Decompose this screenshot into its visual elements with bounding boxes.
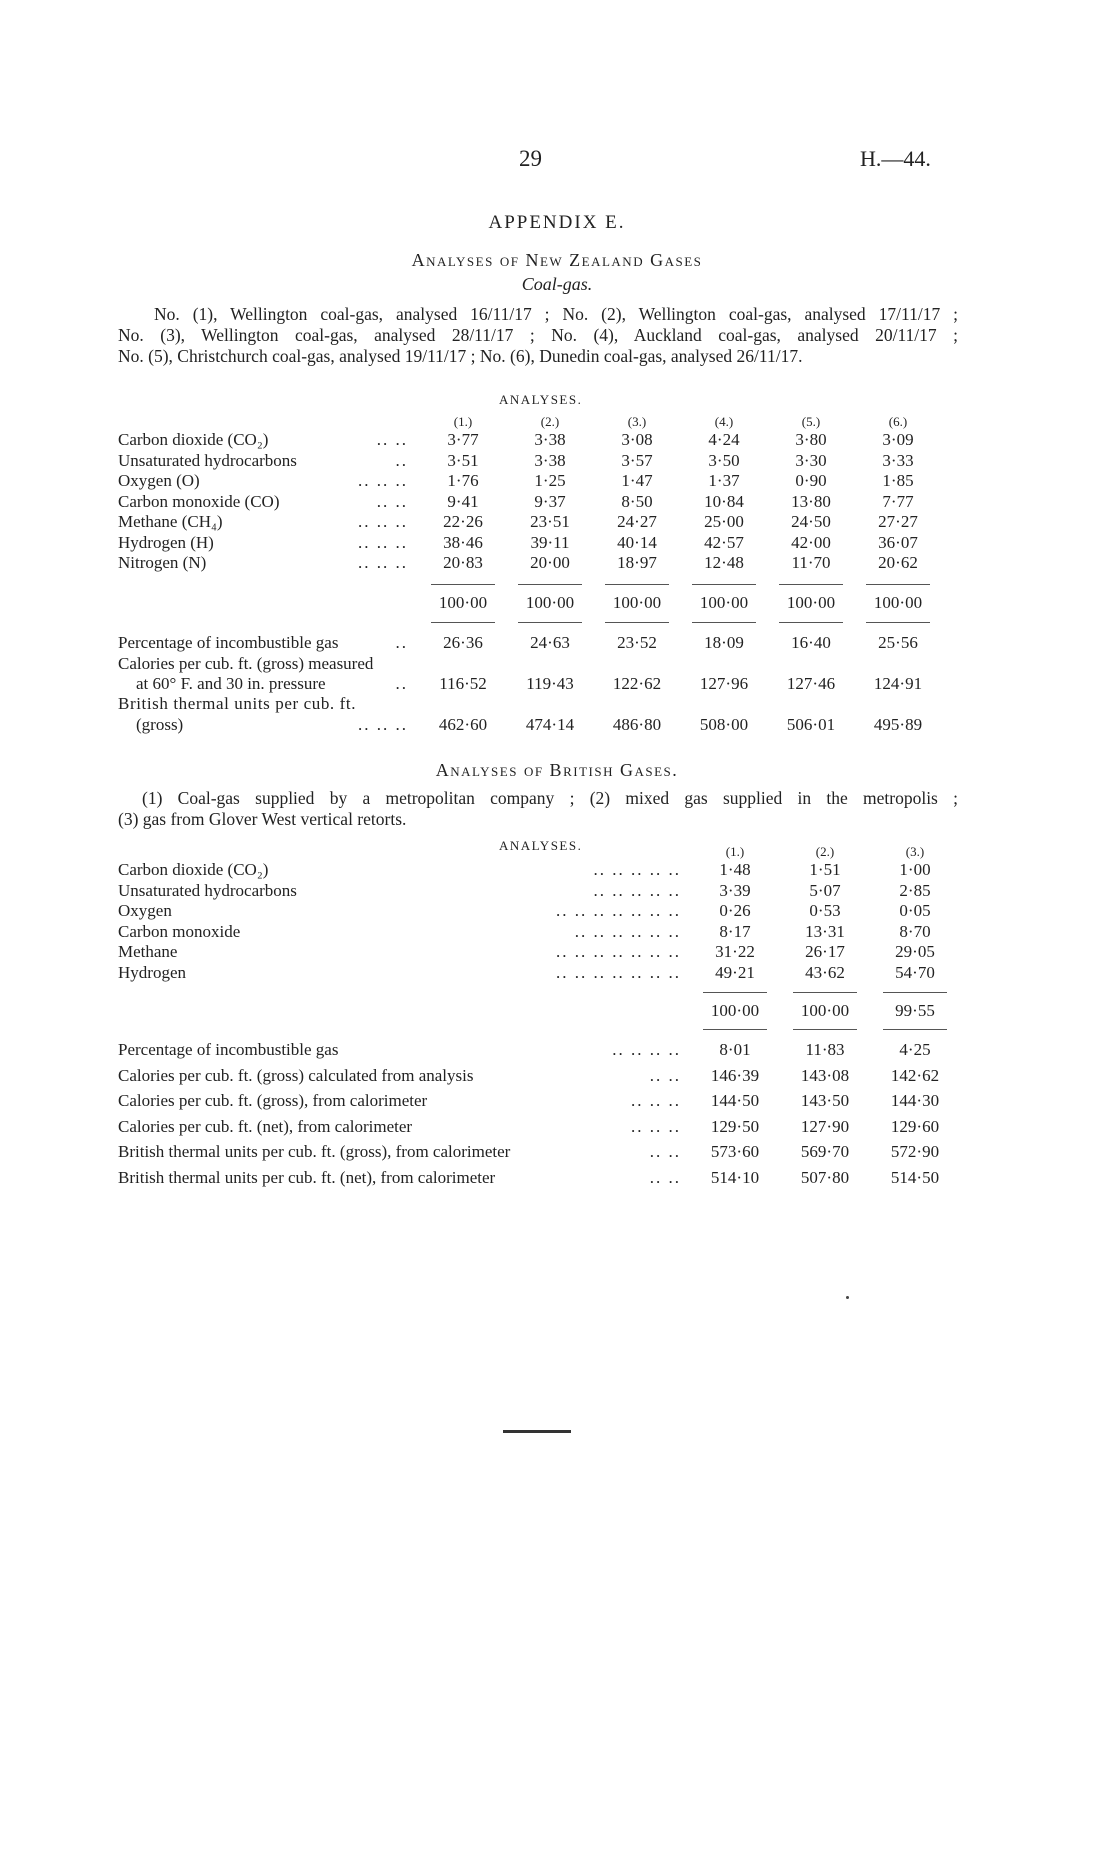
value-cell: 122·62 [612, 674, 662, 693]
table-row [118, 715, 963, 736]
value-cell: 9·37 [534, 491, 566, 511]
row-label: Calories per cub. ft. (gross), from calorimeter [118, 1091, 428, 1110]
row-label: British thermal units per cub. ft. [118, 694, 357, 713]
total-rule [793, 992, 857, 993]
row-label: Unsaturated hydrocarbons [118, 880, 297, 900]
row-label: Methane (CH₄) [118, 512, 223, 531]
value-cell: 1·00 [899, 860, 931, 879]
table-row [118, 901, 963, 922]
nz-description-line: No. (3), Wellington coal-gas, analysed 28/11/17 ; No. (4), Auckland coal-gas, analysed 20/11/17 ; [118, 325, 958, 345]
value-cell: 143·08 [800, 1065, 850, 1085]
value-cell: 38·46 [443, 532, 483, 552]
value-cell: 3·38 [534, 430, 566, 449]
value-cell: 144·50 [710, 1091, 760, 1110]
total-rule [431, 584, 495, 585]
total-cell: 100·00 [438, 593, 488, 612]
value-cell: 1·85 [882, 471, 914, 490]
table-row [118, 451, 963, 472]
row-label: British thermal units per cub. ft. (gross), from calorimeter [118, 1142, 511, 1161]
table-row [118, 922, 963, 943]
nz-section-heading: Analyses of New Zealand Gases [411, 250, 703, 270]
closing-rule [503, 1430, 571, 1433]
value-cell: 39·11 [530, 532, 570, 552]
leader-dots: .. .. .. .. .. .. .. [556, 901, 681, 920]
table-row [118, 1142, 963, 1163]
row-label: Percentage of incombustible gas [118, 1040, 339, 1059]
total-rule [866, 584, 930, 585]
value-cell: 127·46 [786, 674, 836, 693]
value-cell: 12·48 [704, 553, 744, 572]
value-cell: 3·77 [447, 430, 479, 449]
value-cell: 8·01 [719, 1040, 751, 1059]
nz-description-line: No. (5), Christchurch coal-gas, analysed 19/11/17 ; No. (6), Dunedin coal-gas, analysed 26/11/17. [118, 346, 803, 366]
value-cell: 486·80 [612, 715, 662, 734]
value-cell: 36·07 [878, 532, 918, 552]
value-cell: 29·05 [895, 942, 935, 961]
value-cell: 1·76 [447, 471, 479, 490]
value-cell: 18·97 [617, 553, 657, 572]
nz-analyses-label: ANALYSES. [499, 392, 583, 407]
total-cell: 100·00 [612, 593, 662, 612]
value-cell: 18·09 [704, 633, 744, 652]
value-cell: 129·50 [710, 1116, 760, 1136]
table-row [118, 1066, 963, 1087]
leader-dots: .. .. [376, 491, 408, 511]
leader-dots: .. .. [649, 1167, 681, 1187]
row-label: British thermal units per cub. ft. (net), from calorimeter [118, 1167, 496, 1187]
value-cell: 49·21 [715, 962, 755, 982]
table-row [118, 1091, 963, 1112]
row-label: (gross) [136, 715, 184, 734]
value-cell: 27·27 [878, 512, 918, 531]
row-label: Carbon dioxide (CO₂) [118, 430, 269, 449]
total-cell: 100·00 [786, 593, 836, 612]
value-cell: 13·80 [791, 491, 831, 511]
value-cell: 25·56 [878, 633, 918, 652]
row-label: Calories per cub. ft. (gross) measured [118, 654, 374, 673]
value-cell: 20·62 [878, 553, 918, 572]
table-row [118, 694, 963, 715]
totals-row [118, 593, 963, 614]
nz-description-line: No. (1), Wellington coal-gas, analysed 16/11/17 ; No. (2), Wellington coal-gas, analysed 17/11/17 ; [154, 304, 958, 324]
value-cell: 4·24 [708, 430, 740, 449]
value-cell: 42·00 [791, 532, 831, 552]
value-cell: 4·25 [899, 1040, 931, 1059]
total-cell: 100·00 [525, 593, 575, 612]
total-cell: 100·00 [710, 1001, 760, 1020]
total-rule [518, 622, 582, 623]
page-number: 29 [519, 146, 542, 171]
nz-description [118, 304, 958, 367]
value-cell: 0·90 [795, 471, 827, 490]
row-label: Hydrogen (H) [118, 532, 214, 552]
value-cell: 11·83 [805, 1040, 845, 1059]
row-label: Carbon dioxide (CO₂) [118, 860, 269, 879]
row-label: at 60° F. and 30 in. pressure [136, 674, 326, 693]
value-cell: 11·70 [791, 553, 831, 572]
value-cell: 5·07 [809, 880, 841, 900]
nz-column-header: (5.) [801, 414, 821, 429]
value-cell: 569·70 [800, 1142, 850, 1161]
value-cell: 3·50 [708, 450, 740, 470]
table-row [118, 430, 963, 451]
value-cell: 24·63 [530, 633, 570, 652]
value-cell: 1·51 [809, 860, 841, 879]
value-cell: 8·50 [621, 491, 653, 511]
row-label: Carbon monoxide (CO) [118, 491, 280, 511]
leader-dots: .. .. .. [631, 1116, 681, 1136]
value-cell: 3·09 [882, 430, 914, 449]
value-cell: 506·01 [786, 715, 836, 734]
value-cell: 8·70 [899, 921, 931, 941]
table-row [118, 860, 963, 881]
total-cell: 100·00 [800, 1001, 850, 1020]
value-cell: 0·26 [719, 901, 751, 920]
total-rule [431, 622, 495, 623]
value-cell: 3·80 [795, 430, 827, 449]
table-row [118, 1168, 963, 1189]
value-cell: 43·62 [805, 962, 845, 982]
table-row [118, 654, 963, 675]
value-cell: 42·57 [704, 532, 744, 552]
leader-dots: .. .. .. .. [612, 1040, 681, 1059]
value-cell: 1·47 [621, 471, 653, 490]
leader-dots: .. .. [649, 1142, 681, 1161]
nz-column-header: (3.) [627, 414, 647, 429]
nz-section-subheading: Coal-gas. [521, 274, 593, 294]
leader-dots: .. [395, 633, 408, 652]
row-label: Percentage of incombustible gas [118, 633, 339, 652]
value-cell: 142·62 [890, 1065, 940, 1085]
value-cell: 508·00 [699, 715, 749, 734]
value-cell: 2·85 [899, 880, 931, 900]
row-label: Calories per cub. ft. (gross) calculated from analysis [118, 1065, 474, 1085]
value-cell: 10·84 [704, 491, 744, 511]
total-cell: 100·00 [699, 593, 749, 612]
leader-dots: .. .. .. .. .. .. [574, 921, 681, 941]
table-row [118, 942, 963, 963]
leader-dots: .. [395, 450, 408, 470]
value-cell: 3·08 [621, 430, 653, 449]
leader-dots: .. .. .. .. .. .. .. [556, 942, 681, 961]
value-cell: 20·00 [530, 553, 570, 572]
nz-column-header: (4.) [714, 414, 734, 429]
value-cell: 26·17 [805, 942, 845, 961]
row-label: Oxygen (O) [118, 471, 200, 490]
total-rule [605, 584, 669, 585]
table-row [118, 1040, 963, 1061]
table-row [118, 633, 963, 654]
leader-dots: .. [395, 674, 408, 693]
value-cell: 3·57 [621, 450, 653, 470]
document-reference: H.—44. [860, 146, 931, 171]
totals-row [118, 1001, 963, 1022]
value-cell: 16·40 [791, 633, 831, 652]
british-column-header: (3.) [905, 844, 925, 859]
value-cell: 3·39 [719, 880, 751, 900]
ink-speck [846, 1296, 849, 1299]
value-cell: 507·80 [800, 1167, 850, 1187]
row-label: Hydrogen [118, 962, 186, 982]
leader-dots: .. .. .. [358, 512, 408, 531]
total-rule [692, 622, 756, 623]
value-cell: 54·70 [895, 962, 935, 982]
table-row [118, 1117, 963, 1138]
value-cell: 146·39 [710, 1065, 760, 1085]
row-label: Unsaturated hydrocarbons [118, 450, 297, 470]
value-cell: 7·77 [882, 491, 914, 511]
nz-column-header: (6.) [888, 414, 908, 429]
leader-dots: .. .. [376, 430, 408, 449]
british-description [118, 788, 958, 830]
table-row [118, 512, 963, 533]
table-row [118, 471, 963, 492]
table-row [118, 881, 963, 902]
value-cell: 13·31 [805, 921, 845, 941]
value-cell: 462·60 [438, 715, 488, 734]
total-rule [703, 1029, 767, 1030]
british-description-line: (1) Coal-gas supplied by a metropolitan company ; (2) mixed gas supplied in the metropolis ; [142, 788, 958, 808]
value-cell: 20·83 [443, 553, 483, 572]
value-cell: 514·50 [890, 1167, 940, 1187]
value-cell: 24·50 [791, 512, 831, 531]
table-row [118, 492, 963, 513]
leader-dots: .. .. .. [631, 1091, 681, 1110]
value-cell: 144·30 [890, 1091, 940, 1110]
british-column-header: (1.) [725, 844, 745, 859]
value-cell: 127·90 [800, 1116, 850, 1136]
british-analyses-label: ANALYSES. [499, 838, 583, 853]
value-cell: 40·14 [617, 532, 657, 552]
value-cell: 124·91 [873, 674, 923, 693]
value-cell: 3·38 [534, 450, 566, 470]
total-rule [605, 622, 669, 623]
value-cell: 1·25 [534, 471, 566, 490]
total-cell: 99·55 [895, 1001, 935, 1020]
value-cell: 573·60 [710, 1142, 760, 1161]
value-cell: 0·05 [899, 901, 931, 920]
row-label: Nitrogen (N) [118, 553, 207, 572]
value-cell: 514·10 [710, 1167, 760, 1187]
total-rule [883, 1029, 947, 1030]
value-cell: 26·36 [443, 633, 483, 652]
value-cell: 31·22 [715, 942, 755, 961]
leader-dots: .. .. .. .. .. .. .. [556, 962, 681, 982]
value-cell: 119·43 [526, 674, 574, 693]
value-cell: 1·37 [708, 471, 740, 490]
row-label: Methane [118, 942, 178, 961]
leader-dots: .. .. .. [358, 553, 408, 572]
british-section-heading: Analyses of British Gases. [435, 760, 679, 780]
value-cell: 474·14 [525, 715, 575, 734]
total-rule [779, 584, 843, 585]
leader-dots: .. .. .. [358, 715, 408, 734]
table-row [118, 533, 963, 554]
value-cell: 22·26 [443, 512, 483, 531]
total-cell: 100·00 [873, 593, 923, 612]
table-row [118, 674, 963, 695]
value-cell: 8·17 [719, 921, 751, 941]
value-cell: 3·30 [795, 450, 827, 470]
nz-column-header: (1.) [453, 414, 473, 429]
leader-dots: .. .. .. .. .. [593, 860, 681, 879]
value-cell: 3·33 [882, 450, 914, 470]
appendix-title: APPENDIX E. [488, 212, 626, 233]
value-cell: 1·48 [719, 860, 751, 879]
leader-dots: .. .. .. [358, 532, 408, 552]
row-label: Oxygen [118, 901, 172, 920]
table-row [118, 553, 963, 574]
value-cell: 25·00 [704, 512, 744, 531]
leader-dots: .. .. [649, 1065, 681, 1085]
nz-column-header: (2.) [540, 414, 560, 429]
value-cell: 572·90 [890, 1142, 940, 1161]
value-cell: 0·53 [809, 901, 841, 920]
leader-dots: .. .. .. [358, 471, 408, 490]
value-cell: 143·50 [800, 1091, 850, 1110]
value-cell: 24·27 [617, 512, 657, 531]
value-cell: 495·89 [873, 715, 923, 734]
total-rule [692, 584, 756, 585]
total-rule [703, 992, 767, 993]
value-cell: 23·51 [530, 512, 570, 531]
british-description-line: (3) gas from Glover West vertical retorts. [118, 809, 407, 829]
value-cell: 3·51 [447, 450, 479, 470]
table-row [118, 963, 963, 984]
value-cell: 9·41 [447, 491, 479, 511]
total-rule [883, 992, 947, 993]
total-rule [518, 584, 582, 585]
value-cell: 23·52 [617, 633, 657, 652]
total-rule [866, 622, 930, 623]
row-label: Calories per cub. ft. (net), from calorimeter [118, 1116, 413, 1136]
british-column-header: (2.) [815, 844, 835, 859]
total-rule [779, 622, 843, 623]
leader-dots: .. .. .. .. .. [593, 880, 681, 900]
value-cell: 129·60 [890, 1116, 940, 1136]
total-rule [793, 1029, 857, 1030]
value-cell: 127·96 [699, 674, 749, 693]
row-label: Carbon monoxide [118, 921, 241, 941]
value-cell: 116·52 [439, 674, 487, 693]
